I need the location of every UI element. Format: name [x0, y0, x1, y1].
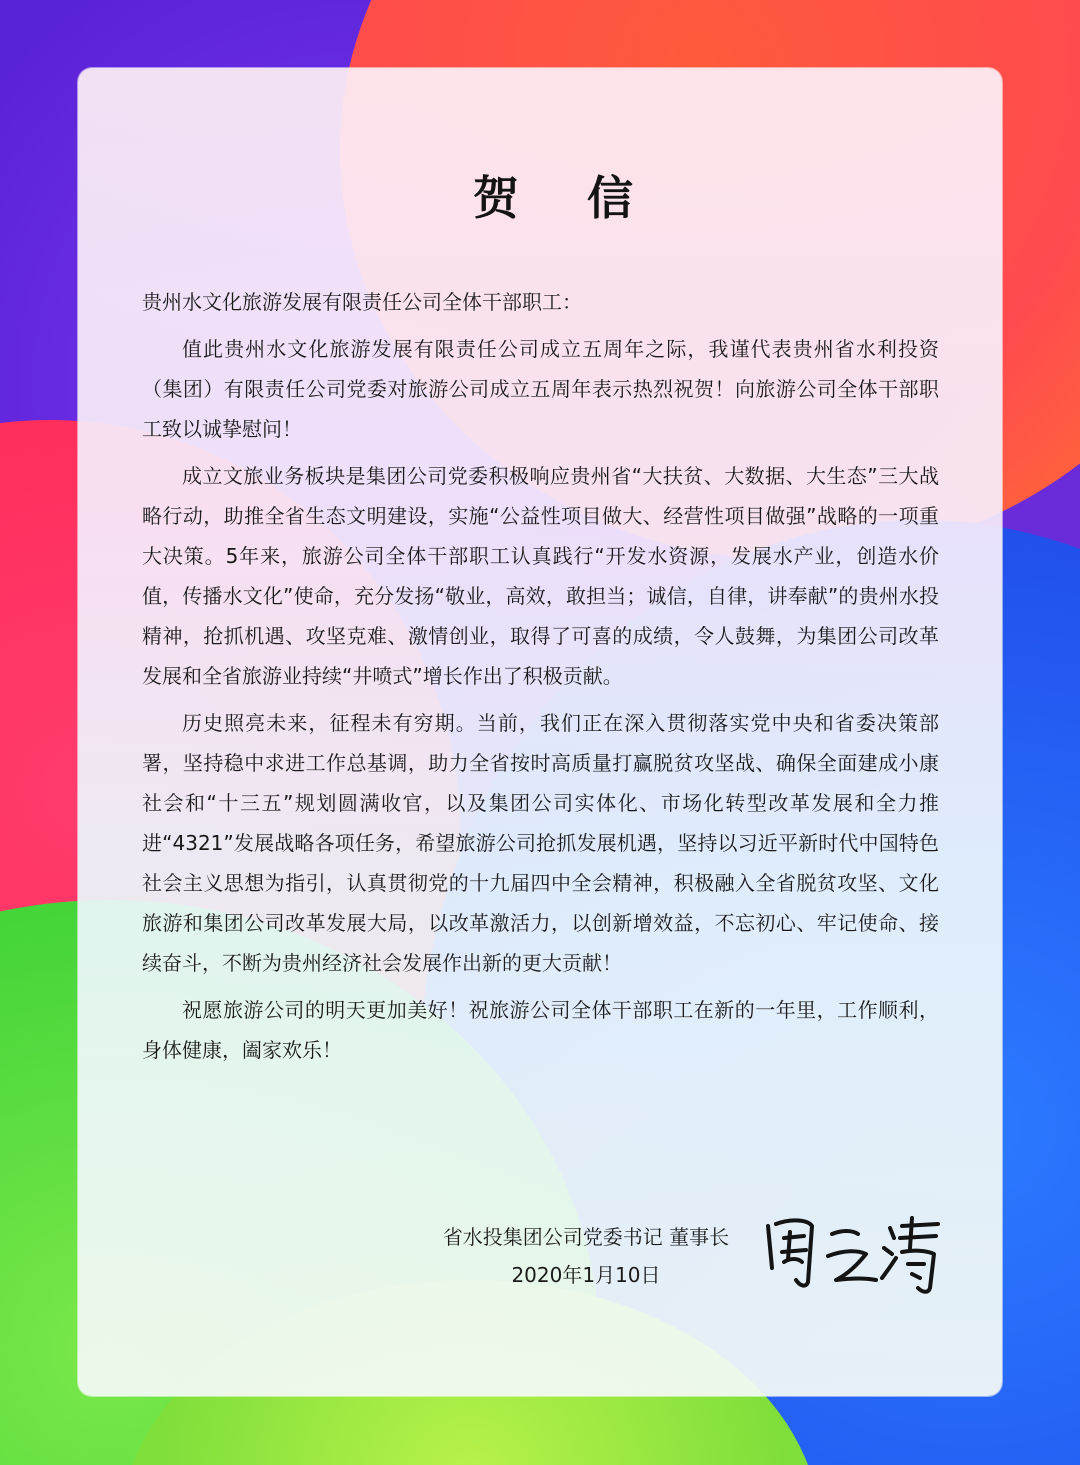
signatory-title: 省水投集团公司党委书记 董事长 — [442, 1225, 730, 1249]
letter-date: 2020年1月10日 — [511, 1263, 661, 1287]
letter-paragraph-2: 成立文旅业务板块是集团公司党委积极响应贵州省“大扶贫、大数据、大生态”三大战略行动，助推全省生态文明建设，实施“公益性项目做大、经营性项目做强”战略的一项重大决策。5年来，旅游公司全体干部职工认真践行“开发水资源，发展水产业，创造水价值，传播水文化”使命，充分发扬“敬业，高效，敢担当；诚信，自律，讲奉献”的贵州水投精神，抢抓机遇、攻坚克难、激情创业，取得了可喜的成绩，令人鼓舞，为集团公司改革发展和全省旅游业持续“井喷式”增长作出了积极贡献。 — [142, 464, 939, 688]
letter-paragraph-4: 祝愿旅游公司的明天更加美好！祝旅游公司全体干部职工在新的一年里，工作顺利，身体健康，阖家欢乐！ — [142, 998, 939, 1062]
letter-body — [142, 282, 939, 1077]
letter-salutation: 贵州水文化旅游发展有限责任公司全体干部职工： — [142, 290, 582, 314]
signature-block — [430, 1218, 742, 1294]
letter-paragraph-3: 历史照亮未来，征程未有穷期。当前，我们正在深入贯彻落实党中央和省委决策部署，坚持稳中求进工作总基调，助力全省按时高质量打赢脱贫攻坚战、确保全面建成小康社会和“十三五”规划圆满收官，以及集团公司实体化、市场化转型改革发展和全力推进“4321”发展战略各项任务，希望旅游公司抢抓发展机遇，坚持以习近平新时代中国特色社会主义思想为指引，认真贯彻党的十九届四中全会精神，积极融入全省脱贫攻坚、文化旅游和集团公司改革发展大局，以改革激活力，以创新增效益，不忘初心、牢记使命、接续奋斗，不断为贵州经济社会发展作出新的更大贡献！ — [142, 711, 939, 975]
letter-card — [78, 68, 1002, 1396]
letter-paragraph-1: 值此贵州水文化旅游发展有限责任公司成立五周年之际，我谨代表贵州省水利投资（集团）有限责任公司党委对旅游公司成立五周年表示热烈祝贺！向旅游公司全体干部职工致以诚挚慰问！ — [142, 337, 939, 441]
handwritten-signature-icon — [762, 1208, 942, 1298]
letter-title: 贺 信 — [472, 171, 659, 225]
